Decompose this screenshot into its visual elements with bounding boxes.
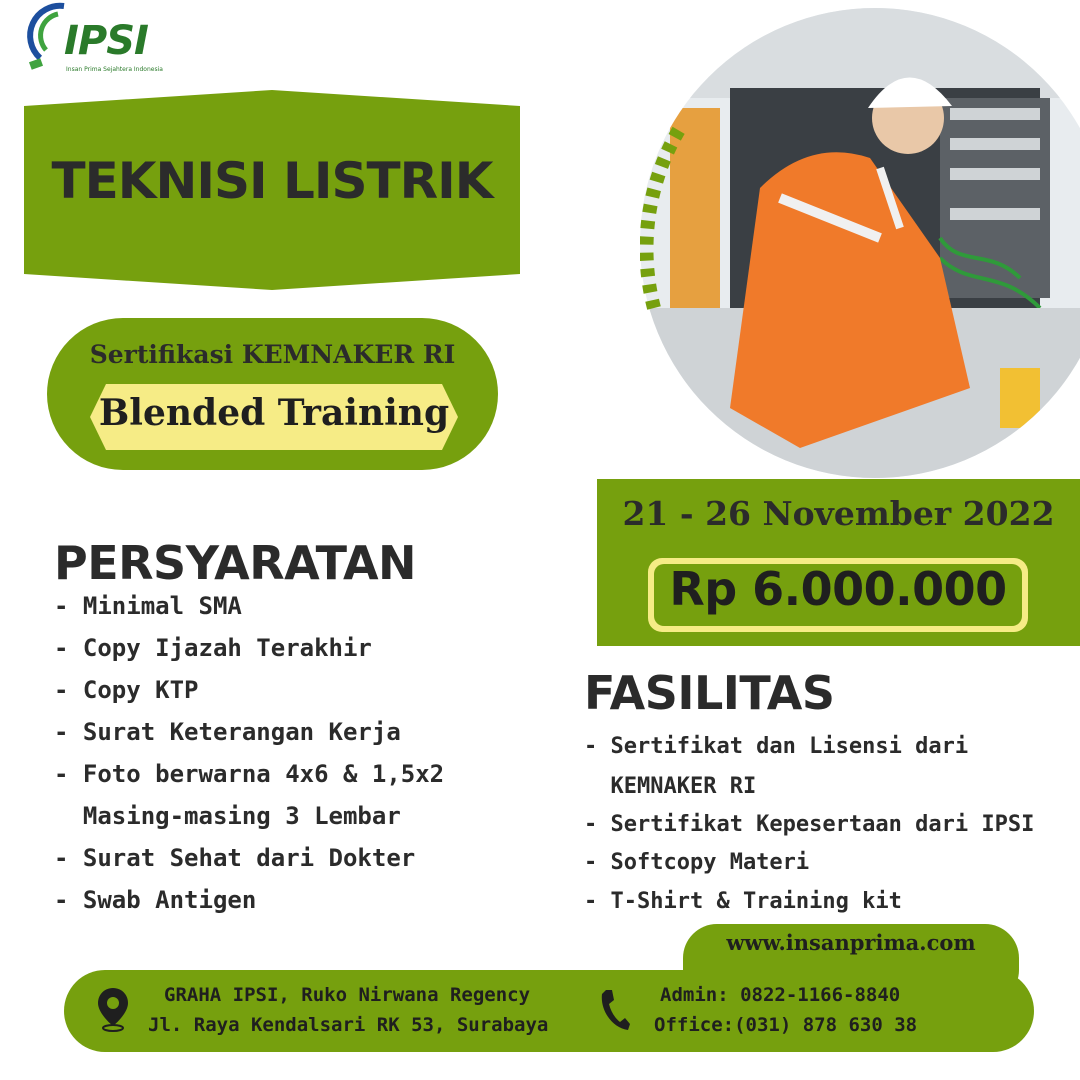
- list-item: - Surat Sehat dari Dokter: [54, 844, 416, 872]
- contact-footer: [64, 970, 1034, 1052]
- technician-photo: [640, 8, 1080, 478]
- list-item: - Sertifikat Kepesertaan dari IPSI: [584, 812, 1035, 837]
- requirements-heading: PERSYARATAN: [54, 536, 417, 590]
- list-item: KEMNAKER RI: [584, 774, 757, 799]
- location-pin-icon: [96, 986, 130, 1032]
- list-item: Masing-masing 3 Lembar: [54, 802, 401, 830]
- list-item: - Swab Antigen: [54, 886, 257, 914]
- website-link[interactable]: www.insanprima.com: [726, 930, 976, 955]
- training-dates: 21 - 26 November 2022: [622, 494, 1055, 533]
- list-item: - Softcopy Materi: [584, 850, 810, 875]
- list-item: - Foto berwarna 4x6 & 1,5x2: [54, 760, 445, 788]
- list-item: - T-Shirt & Training kit: [584, 889, 902, 914]
- admin-phone[interactable]: Admin: 0822-1166-8840: [660, 984, 901, 1006]
- office-phone[interactable]: Office:(031) 878 630 38: [654, 1014, 918, 1036]
- address-line-2: Jl. Raya Kendalsari RK 53, Surabaya: [148, 1014, 549, 1036]
- list-item: - Copy Ijazah Terakhir: [54, 634, 372, 662]
- list-item: - Minimal SMA: [54, 592, 242, 620]
- phone-icon: [598, 986, 632, 1032]
- list-item: - Surat Keterangan Kerja: [54, 718, 401, 746]
- page-title: TEKNISI LISTRIK: [51, 152, 493, 210]
- facilities-heading: FASILITAS: [584, 666, 835, 720]
- list-item: - Copy KTP: [54, 676, 199, 704]
- price-label: Rp 6.000.000: [669, 562, 1007, 616]
- logo-tagline: Insan Prima Sejahtera Indonesia: [66, 66, 163, 73]
- training-mode-label: Blended Training: [98, 392, 450, 434]
- address-line-1: GRAHA IPSI, Ruko Nirwana Regency: [164, 984, 531, 1006]
- list-item: - Sertifikat dan Lisensi dari: [584, 734, 969, 759]
- certification-label: Sertifikasi KEMNAKER RI: [89, 340, 456, 369]
- logo-wordmark: IPSI: [64, 18, 148, 64]
